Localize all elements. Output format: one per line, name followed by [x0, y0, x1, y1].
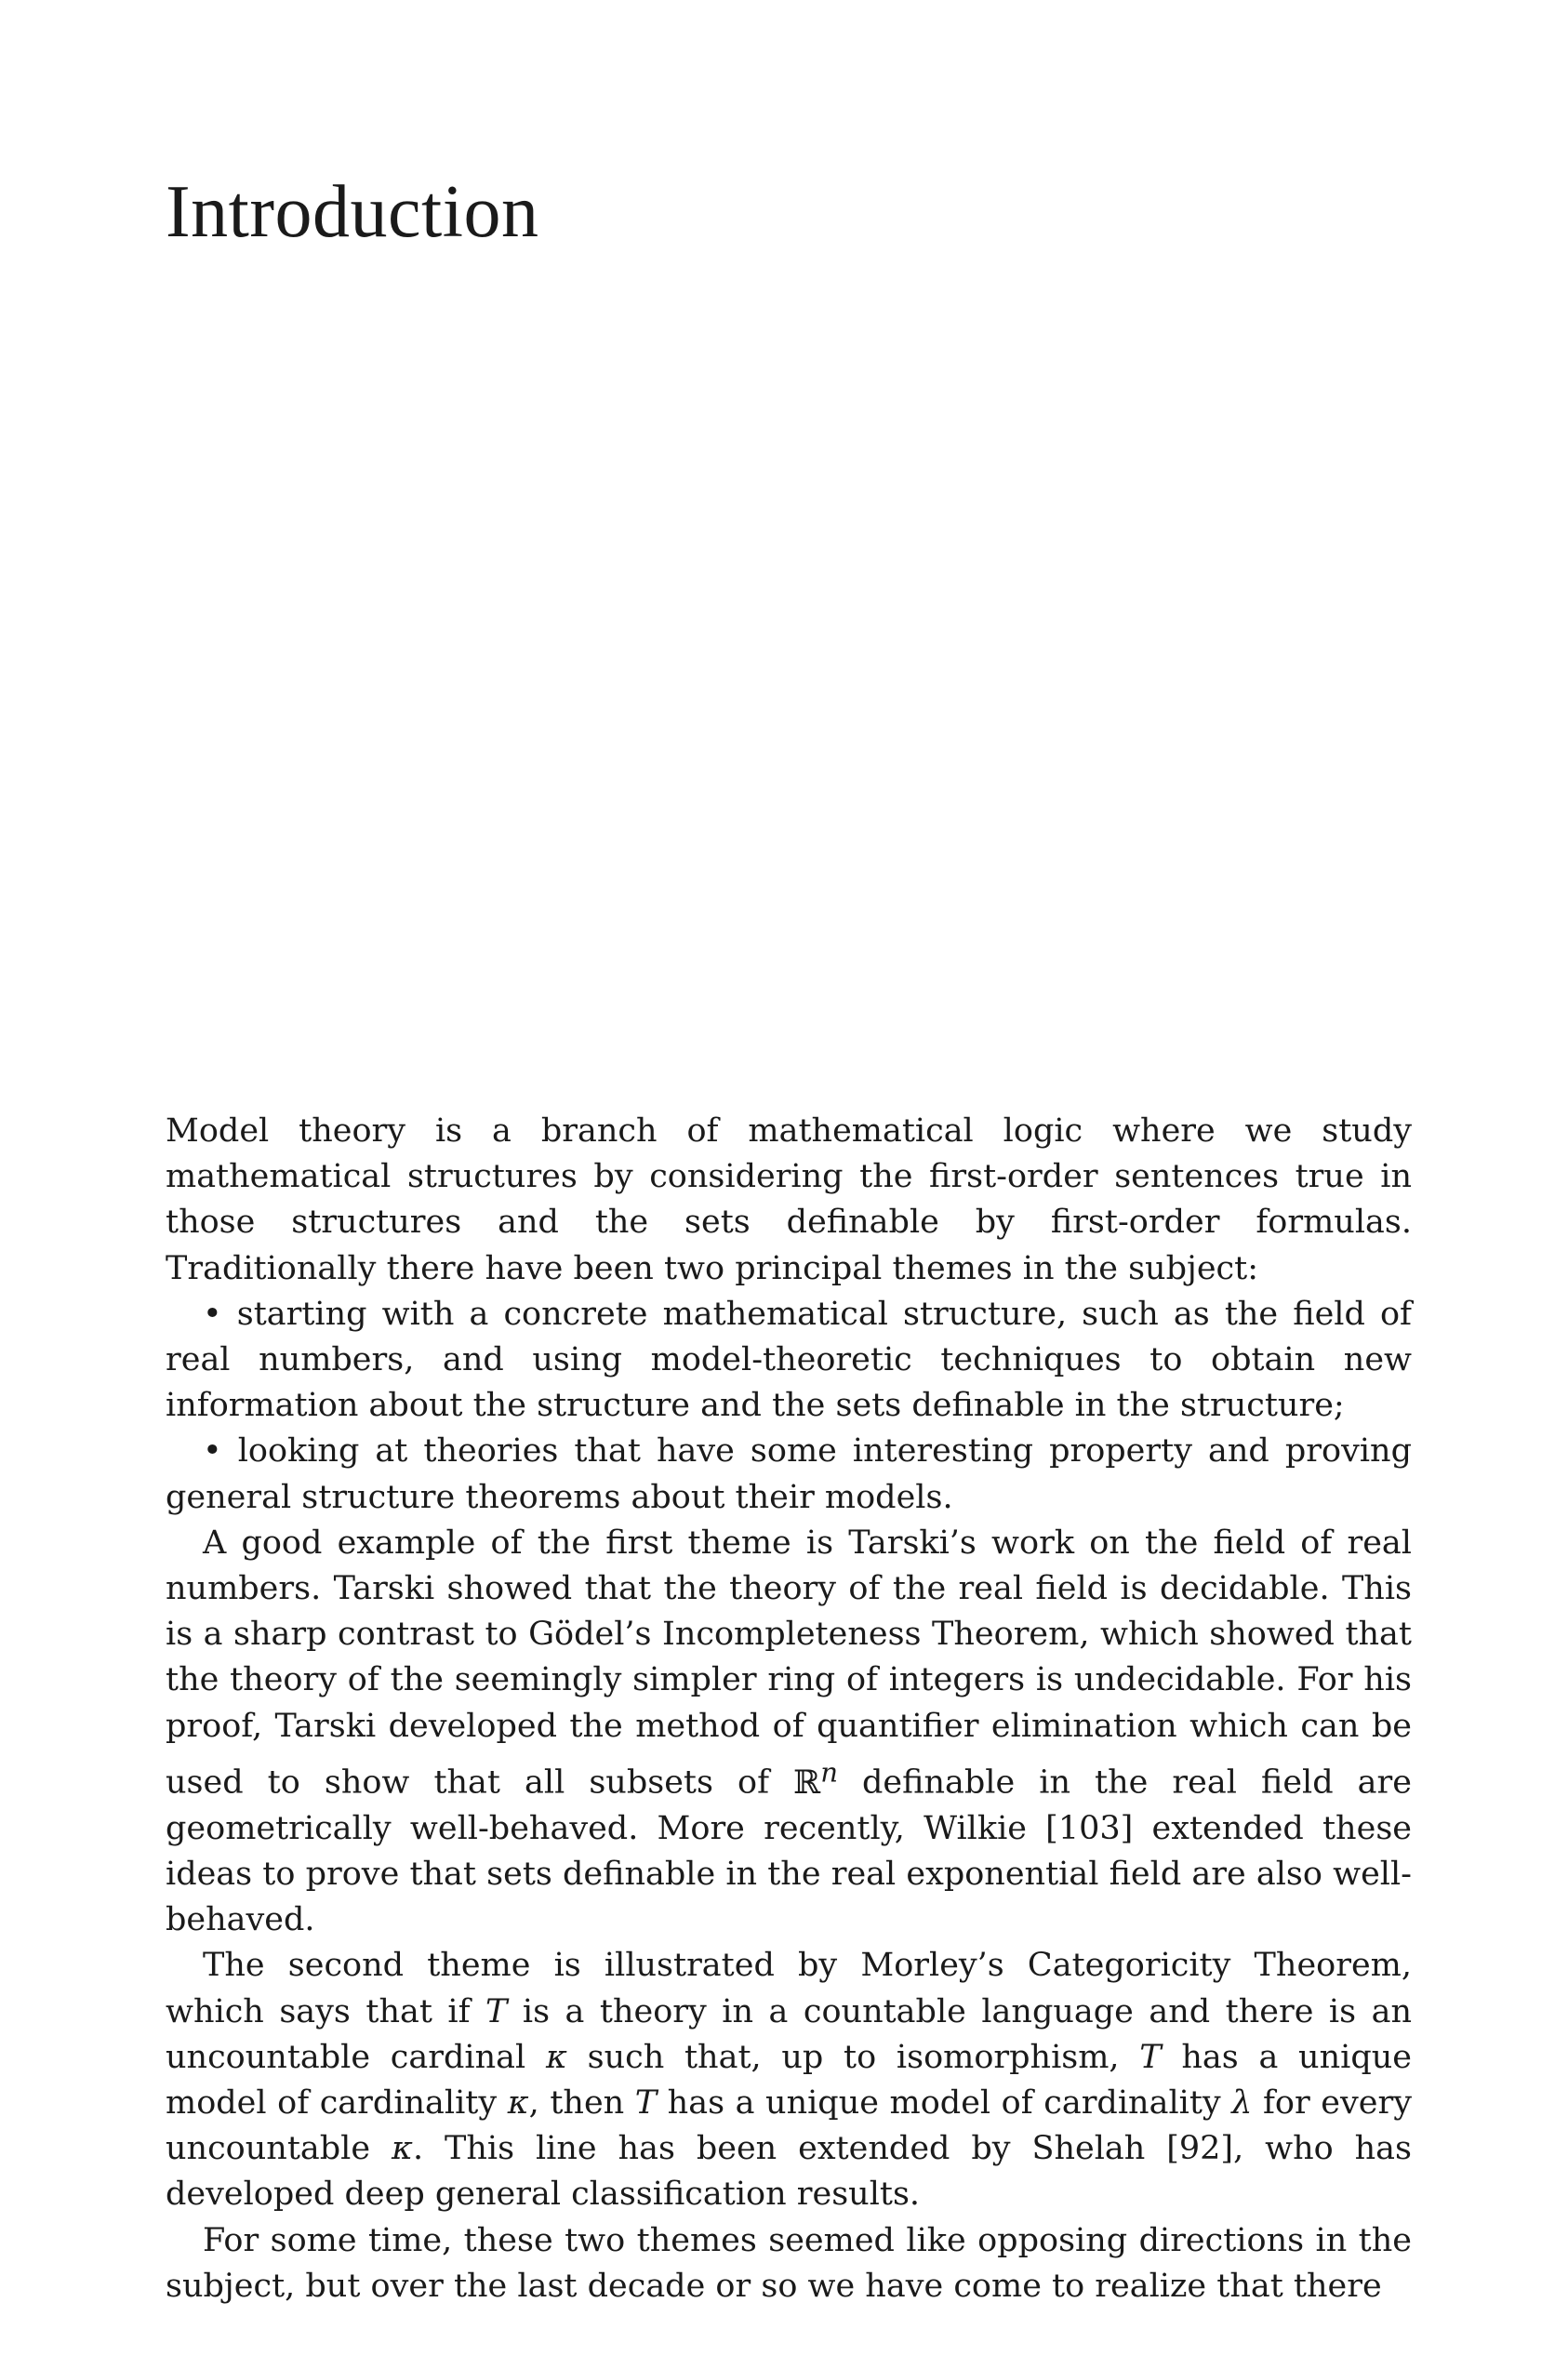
morley-text-3: such that, up to isomorphism,	[566, 2038, 1140, 2076]
math-exponent-n: n	[820, 1755, 838, 1788]
math-lambda: λ	[1231, 2083, 1253, 2122]
body-text	[166, 1109, 1412, 2309]
morley-text-6: has a unique model of cardinality	[657, 2083, 1232, 2122]
paragraph-tarski-text-b: definable in the real field are geometrically well-behaved. More recently, Wilkie [103] extended these ideas to prove that sets definable in the real exponential field are also well-behaved.	[166, 1763, 1412, 1939]
paragraph-tarski-text-a: A good example of the first theme is Tarski’s work on the field of real numbers. Tarski showed that the theory of the real field is decidable. This is a sharp contrast to Gödel’s Incompleteness Theorem, which showed that the theory of the seemingly simpler ring of integers is undecidable. For his proof, Tarski developed the method of quantifier elimination which can be used to show that all subsets of	[166, 1524, 1412, 1802]
morley-text-2: is a theory in a countable language and there is an uncountable cardinal	[166, 1992, 1412, 2076]
math-T: T	[485, 1992, 508, 2030]
math-real-numbers	[793, 1755, 838, 1802]
morley-text-1: The second theme is illustrated by Morley’s Categoricity Theorem, which says that if	[166, 1947, 1412, 2030]
math-T: T	[1139, 2038, 1162, 2076]
math-kappa: κ	[507, 2083, 529, 2122]
morley-text-4: has a unique model of cardinality	[166, 2038, 1412, 2122]
paragraph-morley	[166, 1943, 1412, 2217]
math-T: T	[634, 2083, 658, 2122]
bullet-item-second-theme: • looking at theories that have some interesting property and proving general structure theorems about their models.	[166, 1429, 1412, 1520]
morley-text-5: , then	[528, 2083, 635, 2122]
bullet-item-first-theme: • starting with a concrete mathematical structure, such as the field of real numbers, and using model-theoretic techniques to obtain new information about the structure and the sets definable in the structure;	[166, 1292, 1412, 1430]
chapter-title: Introduction	[166, 171, 539, 253]
paragraph-tarski	[166, 1521, 1412, 1943]
morley-text-7: for every uncountable	[166, 2083, 1412, 2168]
morley-text-8: . This line has been extended by Shelah [92], who has developed deep general classification results.	[166, 2130, 1412, 2214]
math-kappa: κ	[545, 2038, 567, 2076]
paragraph-intro: Model theory is a branch of mathematical logic where we study mathematical structures by considering the first-order sentences true in those structures and the sets definable by first-order formulas. Traditionally there have been two principal themes in the subject:	[166, 1112, 1412, 1287]
paragraph-themes: For some time, these two themes seemed like opposing directions in the subject, but over the last decade or so we have come to realize that there	[166, 2221, 1412, 2305]
math-kappa: κ	[392, 2130, 413, 2168]
math-R: ℝ	[793, 1763, 821, 1802]
